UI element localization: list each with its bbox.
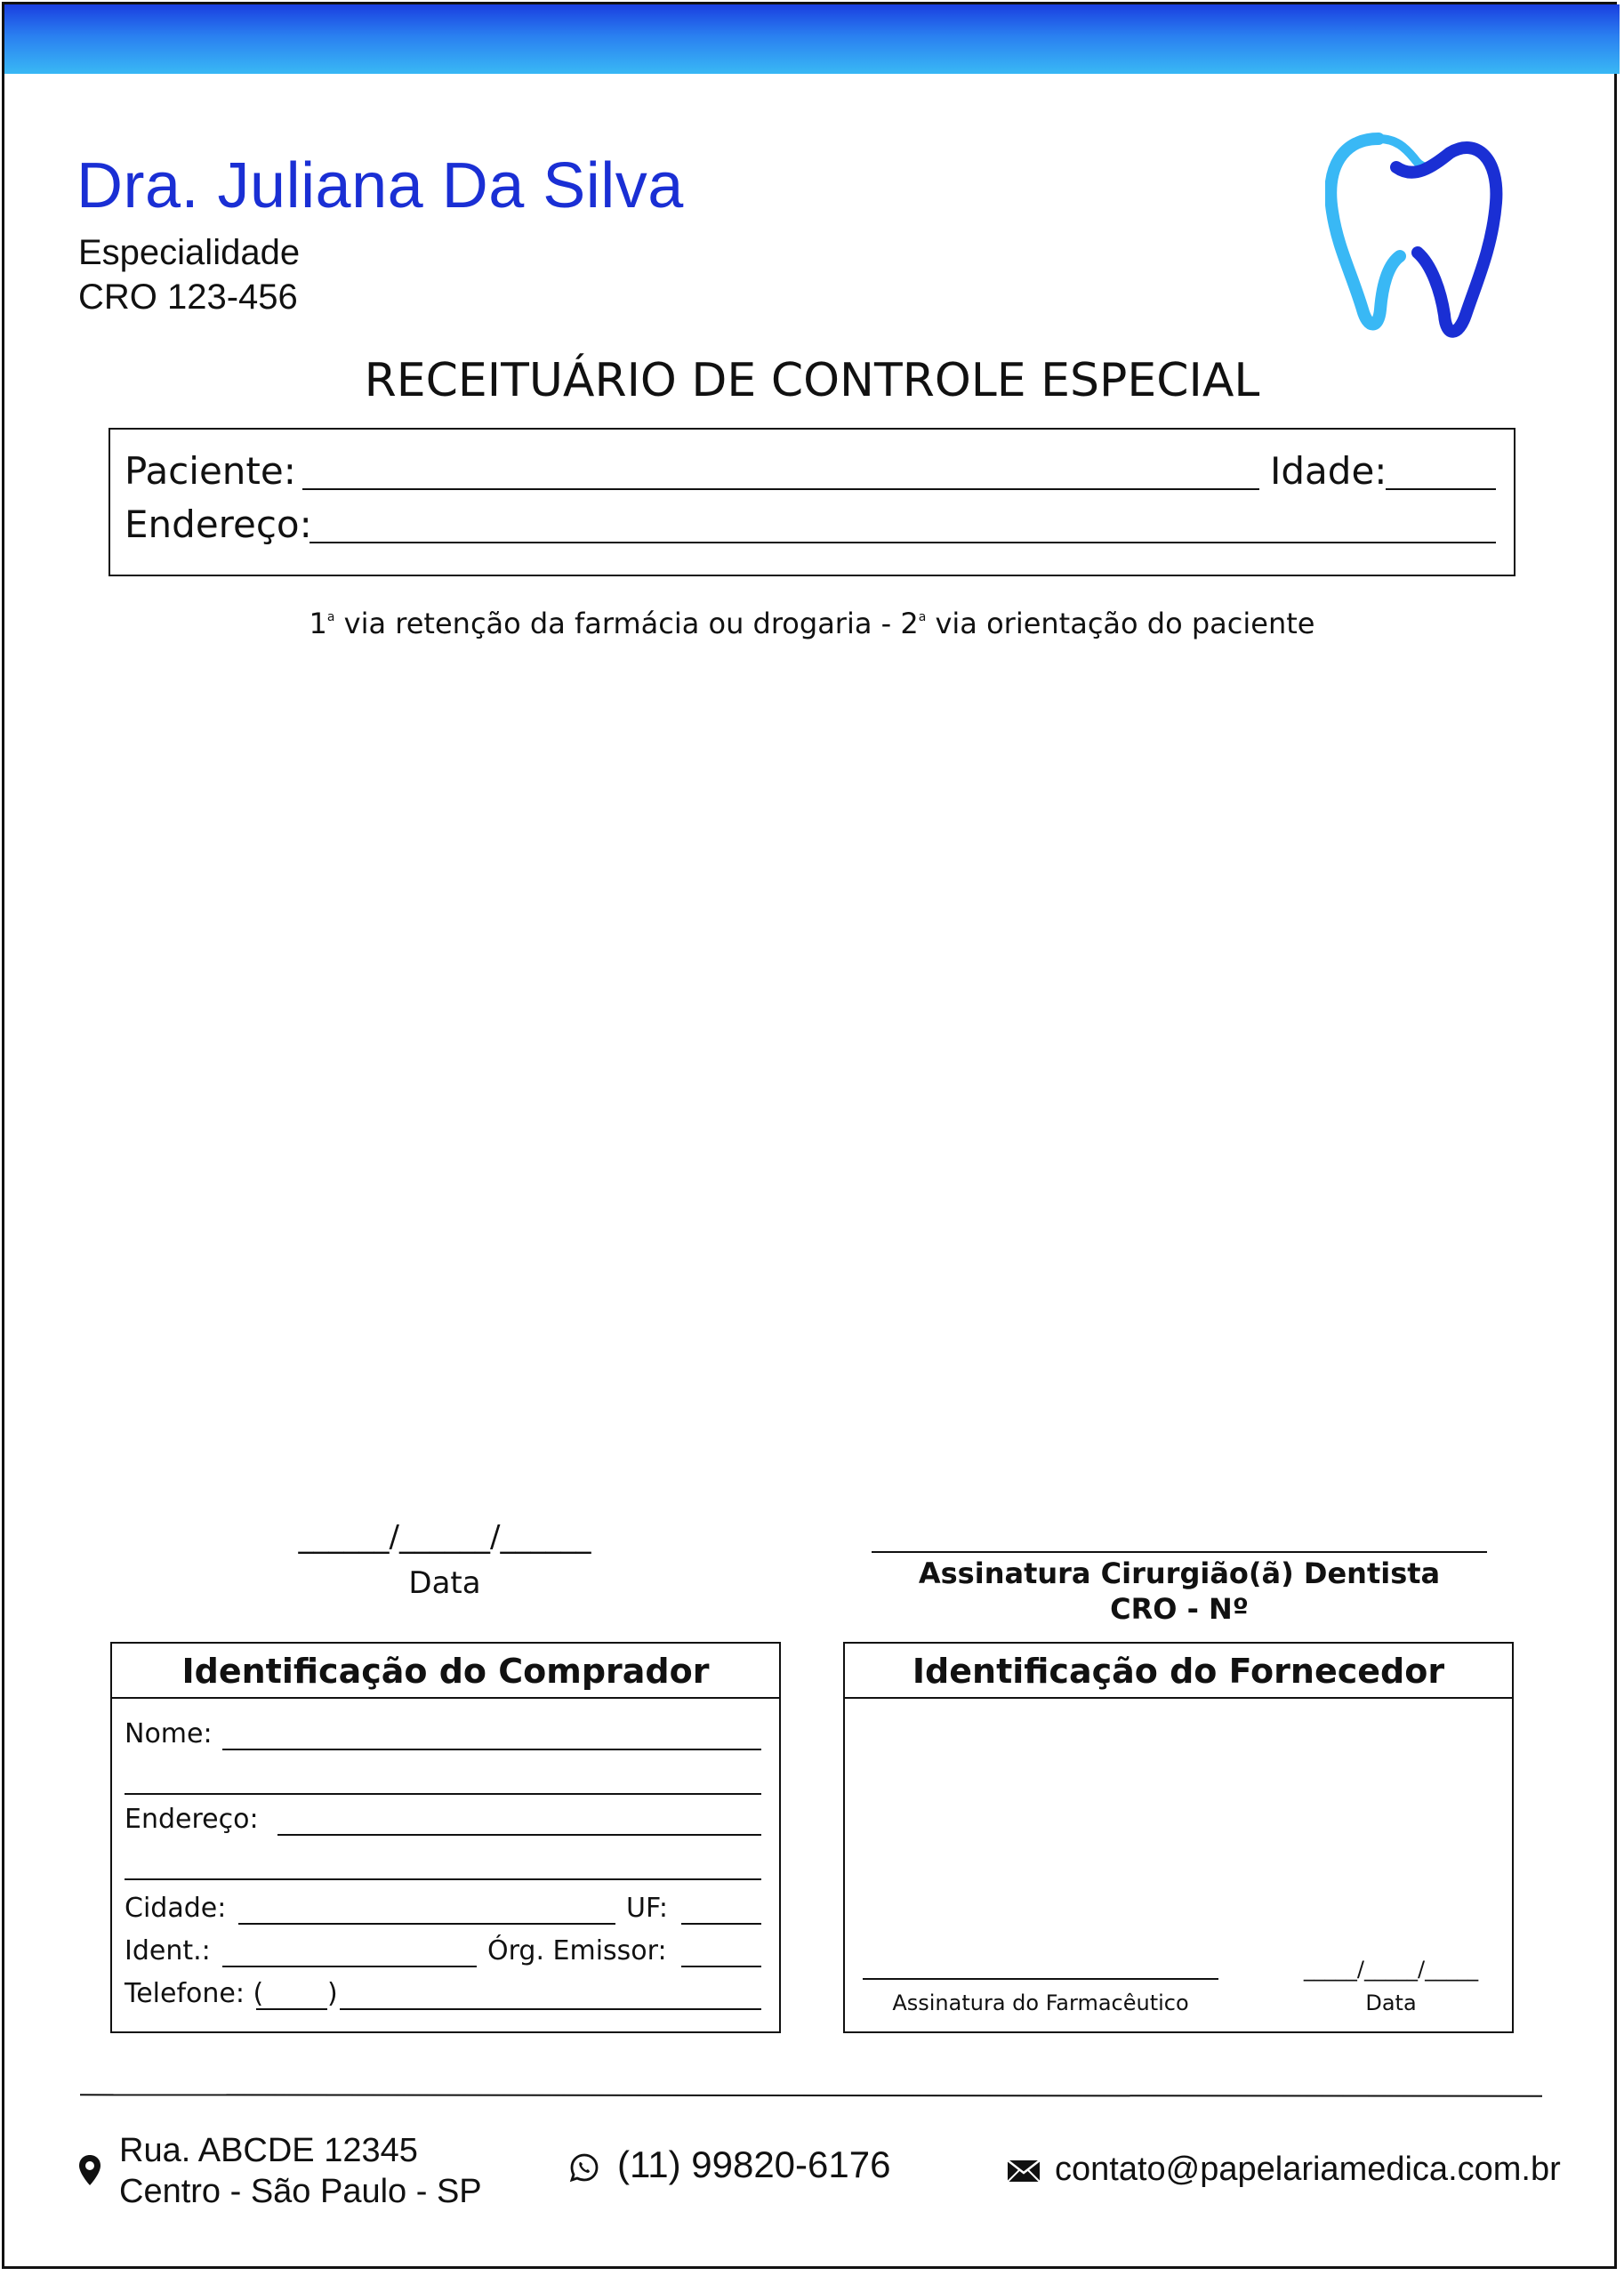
dentist-signature-label: Assinatura Cirurgião(ã) Dentista	[918, 1556, 1441, 1590]
buyer-city-field[interactable]	[238, 1923, 615, 1925]
buyer-uf-label: UF:	[626, 1893, 668, 1924]
pharmacist-signature-line	[863, 1978, 1218, 1980]
buyer-name-field[interactable]	[222, 1749, 761, 1750]
document-title: RECEITUÁRIO DE CONTROLE ESPECIAL	[364, 354, 1260, 407]
pharmacist-signature-label: Assinatura do Farmacêutico	[892, 1990, 1189, 2015]
buyer-address-field-2[interactable]	[125, 1878, 761, 1880]
age-field[interactable]	[1386, 488, 1496, 490]
buyer-issuer-field[interactable]	[681, 1966, 761, 1967]
supplier-date-placeholder: _____/_____/_____	[1303, 1957, 1479, 1982]
buyer-name-field-2[interactable]	[125, 1793, 761, 1795]
buyer-address-label: Endereço:	[125, 1804, 259, 1835]
patient-field[interactable]	[302, 488, 1259, 490]
age-label: Idade:	[1270, 449, 1387, 493]
doctor-name: Dra. Juliana Da Silva	[76, 150, 684, 221]
buyer-issuer-label: Órg. Emissor:	[487, 1935, 667, 1966]
envelope-icon	[1007, 2159, 1041, 2183]
via-note: 1$^a$ via retenção da farmácia ou drogaria - 2$^a$ via orientação do paciente	[309, 607, 1315, 640]
buyer-phone-paren: )	[327, 1978, 338, 2009]
patient-label: Paciente:	[125, 449, 296, 493]
footer-email[interactable]: contato@papelariamedica.com.br	[1055, 2151, 1561, 2188]
buyer-address-field[interactable]	[277, 1834, 761, 1836]
header-gradient-bar	[4, 4, 1620, 74]
buyer-city-label: Cidade:	[125, 1893, 227, 1924]
prescription-date-placeholder: ______/______/______	[298, 1519, 591, 1555]
address-label: Endereço:	[125, 503, 312, 546]
whatsapp-icon	[569, 2152, 599, 2183]
tooth-icon	[1325, 132, 1503, 345]
dentist-signature-line	[872, 1551, 1487, 1553]
dentist-cro-label: CRO - Nº	[1110, 1592, 1249, 1626]
buyer-phone-area-field[interactable]	[256, 2008, 327, 2010]
buyer-ident-label: Ident.:	[125, 1935, 211, 1966]
buyer-ident-field[interactable]	[222, 1966, 477, 1967]
buyer-heading: Identificação do Comprador	[112, 1644, 779, 1699]
footer-address-line1: Rua. ABCDE 12345	[119, 2132, 418, 2169]
supplier-panel	[843, 1642, 1514, 2033]
footer-phone[interactable]: (11) 99820-6176	[617, 2143, 891, 2185]
supplier-heading: Identificação do Fornecedor	[845, 1644, 1512, 1699]
buyer-name-label: Nome:	[125, 1718, 213, 1749]
buyer-uf-field[interactable]	[681, 1923, 761, 1925]
patient-box	[109, 428, 1515, 576]
footer-address-line2: Centro - São Paulo - SP	[119, 2173, 482, 2210]
prescription-date-label: Data	[408, 1565, 481, 1601]
buyer-phone-label: Telefone: (	[125, 1978, 264, 2009]
doctor-cro: CRO 123-456	[78, 277, 298, 317]
buyer-panel	[110, 1642, 781, 2033]
supplier-date-label: Data	[1365, 1990, 1417, 2015]
location-pin-icon	[78, 2154, 101, 2186]
buyer-phone-field[interactable]	[340, 2008, 761, 2010]
address-field[interactable]	[310, 542, 1496, 543]
doctor-specialty: Especialidade	[78, 233, 301, 272]
